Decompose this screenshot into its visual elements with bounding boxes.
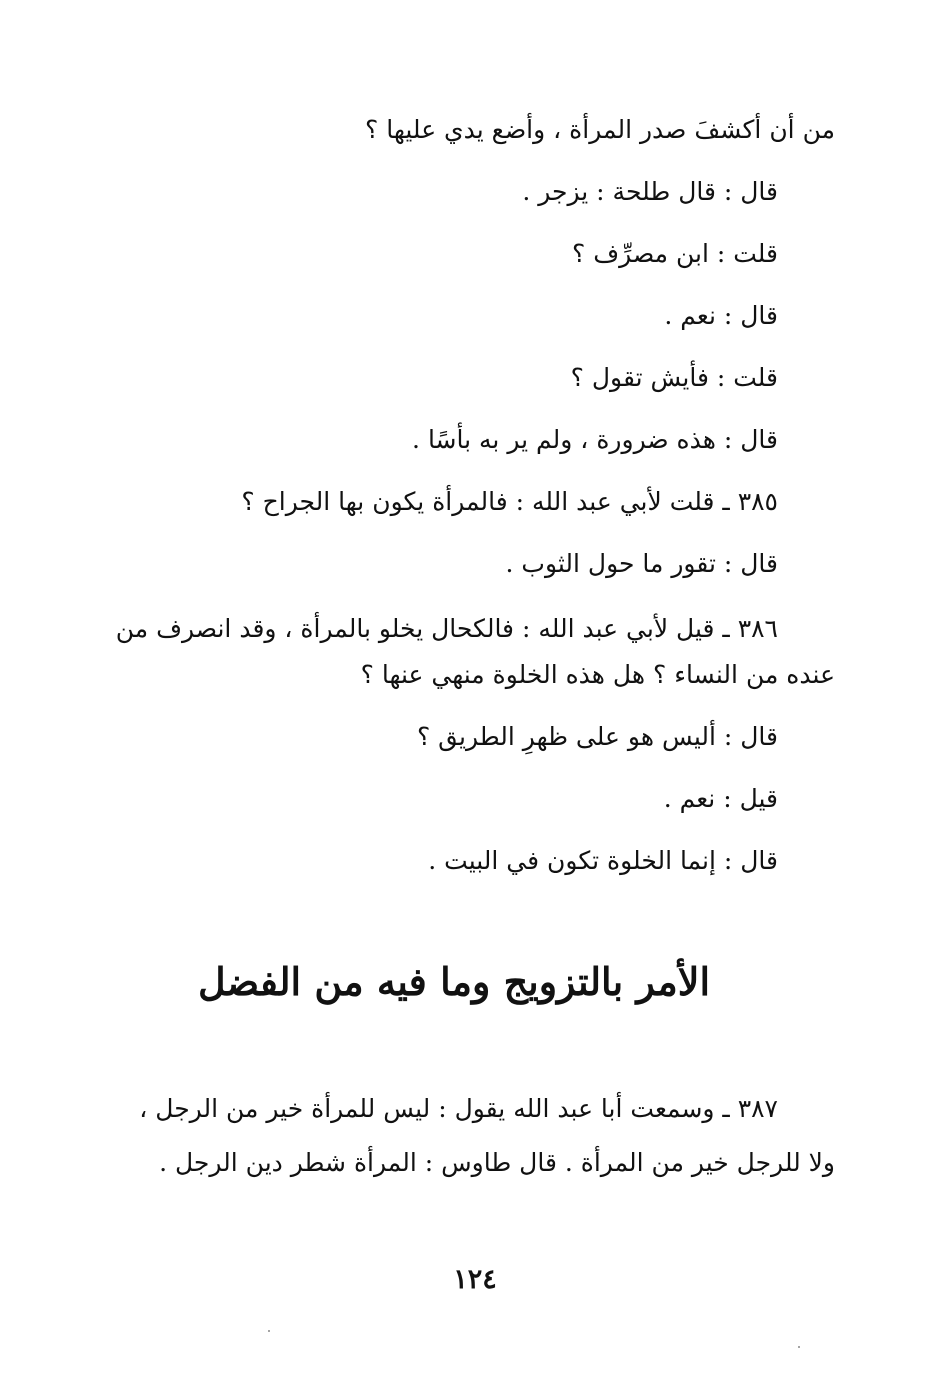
text-line: قال : نعم .	[664, 301, 778, 330]
text-line: قلت : ابن مصرِّف ؟	[572, 239, 778, 268]
numbered-paragraph-386: ٣٨٦ ـ قيل لأبي عبد الله : فالكحال يخلو بالمرأة ، وقد انصرف من	[115, 614, 778, 643]
scan-speck	[798, 1346, 800, 1348]
scan-speck	[268, 1330, 270, 1332]
page-number: ١٢٤	[453, 1264, 497, 1295]
text-line: قلت : فأيش تقول ؟	[570, 363, 778, 392]
text-line: قيل : نعم .	[663, 784, 778, 813]
text-line: من أن أكشفَ صدر المرأة ، وأضع يدي عليها ؟	[365, 115, 835, 144]
text-line: قال : هذه ضرورة ، ولم ير به بأسًا .	[412, 425, 778, 454]
text-line: ولا للرجل خير من المرأة . قال طاوس : المرأة شطر دين الرجل .	[159, 1148, 835, 1177]
numbered-paragraph-387: ٣٨٧ ـ وسمعت أبا عبد الله يقول : ليس للمرأة خير من الرجل ،	[139, 1094, 778, 1123]
text-line: عنده من النساء ؟ هل هذه الخلوة منهي عنها ؟	[360, 660, 835, 689]
text-line: قال : تقور ما حول الثوب .	[505, 549, 778, 578]
text-line: قال : أليس هو على ظهرِ الطريق ؟	[416, 722, 778, 751]
section-heading: الأمر بالتزويج وما فيه من الفضل	[198, 959, 710, 1004]
numbered-paragraph-385: ٣٨٥ ـ قلت لأبي عبد الله : فالمرأة يكون بها الجراح ؟	[241, 487, 778, 516]
text-line: قال : إنما الخلوة تكون في البيت .	[428, 846, 778, 875]
text-line: قال : قال طلحة : يزجر .	[522, 177, 778, 206]
